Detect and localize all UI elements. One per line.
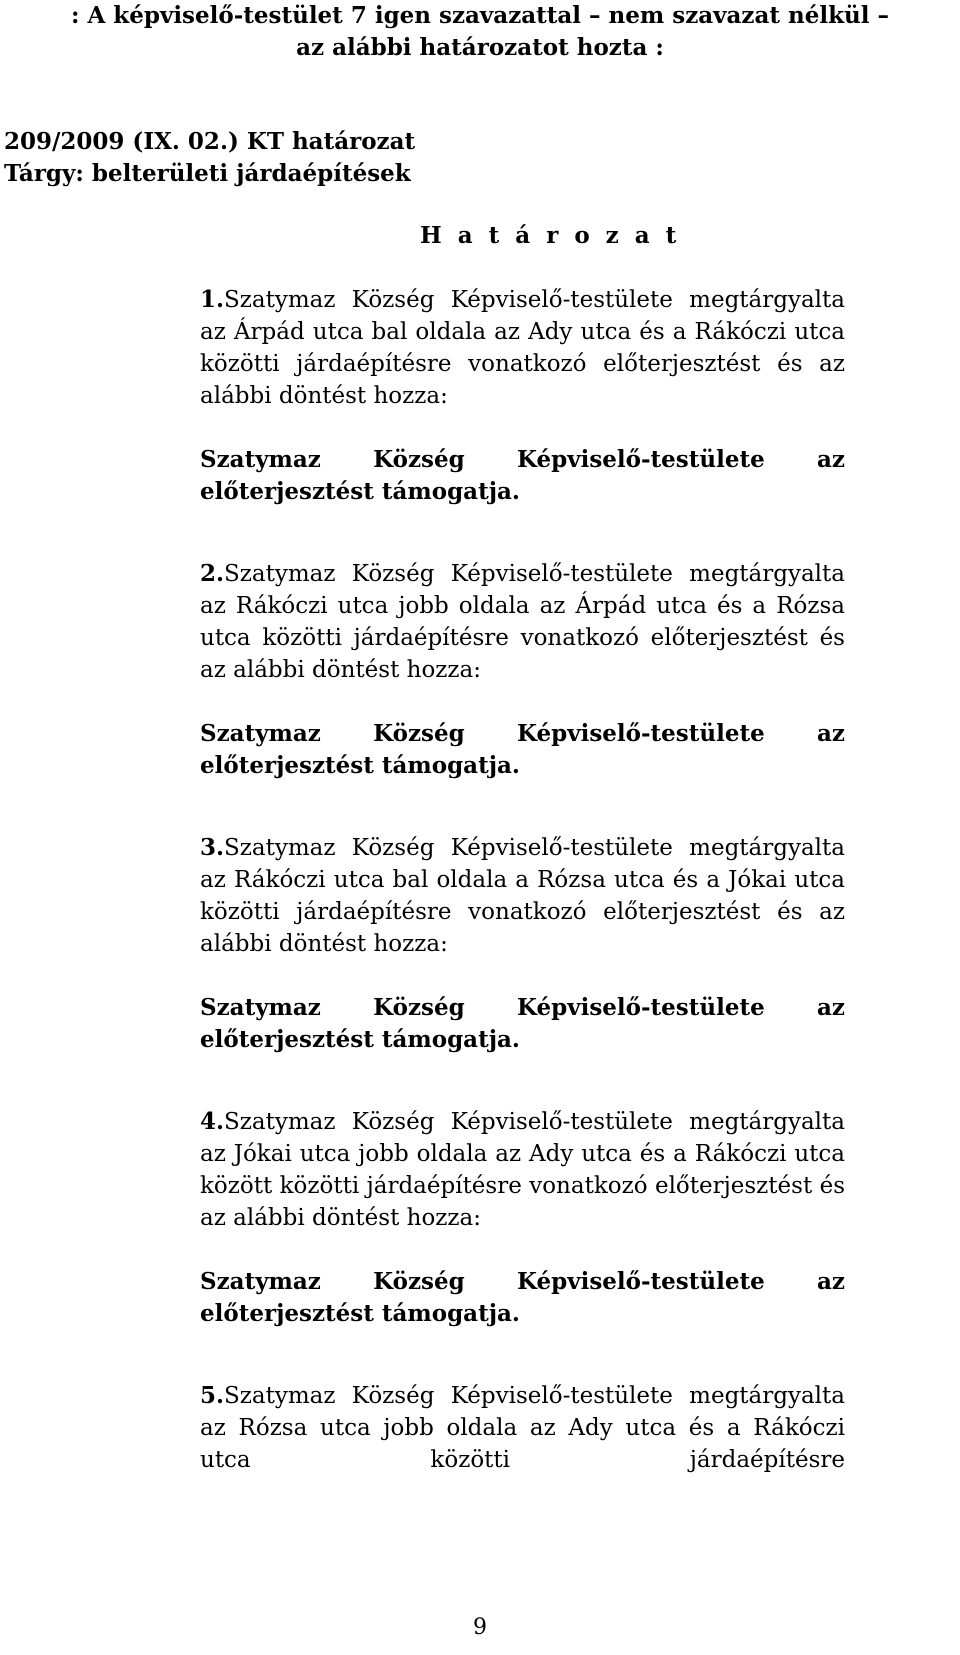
resolution-reference <box>4 126 415 190</box>
resolution-item-number: 2. <box>200 560 225 587</box>
resolution-item-text: 5.Szatymaz Község Képviselő-testülete megtárgyalta az Rózsa utca jobb oldala az Ady utca és a Rákóczi utca közötti járdaépítésre <box>200 1382 845 1473</box>
resolution-item-number: 3. <box>200 834 225 861</box>
resolution-item-number: 1. <box>200 286 225 313</box>
page-number: 9 <box>473 1615 487 1640</box>
resolution-item-3 <box>200 832 845 1056</box>
resolution-item-5 <box>200 1380 845 1476</box>
resolution-item-1 <box>200 284 845 508</box>
resolution-heading: H a t á r o z a t <box>420 222 681 249</box>
resolution-number: 209/2009 (IX. 02.) KT határozat <box>4 128 416 155</box>
resolution-item-text: 4.Szatymaz Község Képviselő-testülete megtárgyalta az Jókai utca jobb oldala az Ady utca és a Rákóczi utca között közötti járdaépítésre vonatkozó előterjesztést és az alábbi döntést hozza: <box>200 1108 845 1231</box>
resolution-item-number: 4. <box>200 1108 225 1135</box>
resolution-item-decision: Szatymaz Község Képviselő-testülete az előterjesztést támogatja. <box>200 446 845 505</box>
resolution-item-decision: Szatymaz Község Képviselő-testülete az előterjesztést támogatja. <box>200 994 845 1053</box>
resolution-item-decision: Szatymaz Község Képviselő-testülete az előterjesztést támogatja. <box>200 1268 845 1327</box>
resolution-item-4 <box>200 1106 845 1330</box>
vote-statement-line-2: az alábbi határozatot hozta : <box>296 34 664 61</box>
resolution-subject: Tárgy: belterületi járdaépítések <box>4 160 411 187</box>
vote-statement <box>30 0 930 64</box>
resolution-item-text: 2.Szatymaz Község Képviselő-testülete megtárgyalta az Rákóczi utca jobb oldala az Árpád utca és a Rózsa utca közötti járdaépítésre vonatkozó előterjesztést és az alábbi döntést hozza: <box>200 560 845 683</box>
resolution-item-text: 1.Szatymaz Község Képviselő-testülete megtárgyalta az Árpád utca bal oldala az Ady utca és a Rákóczi utca közötti járdaépítésre vonatkozó előterjesztést és az alábbi döntést hozza: <box>200 286 845 409</box>
resolution-item-text: 3.Szatymaz Község Képviselő-testülete megtárgyalta az Rákóczi utca bal oldala a Rózsa utca és a Jókai utca közötti járdaépítésre vonatkozó előterjesztést és az alábbi döntést hozza: <box>200 834 845 957</box>
resolution-item-number: 5. <box>200 1382 225 1409</box>
vote-statement-line-1: : A képviselő-testület 7 igen szavazattal – nem szavazat nélkül – <box>70 2 890 29</box>
resolution-item-2 <box>200 558 845 782</box>
resolution-item-decision: Szatymaz Község Képviselő-testülete az előterjesztést támogatja. <box>200 720 845 779</box>
